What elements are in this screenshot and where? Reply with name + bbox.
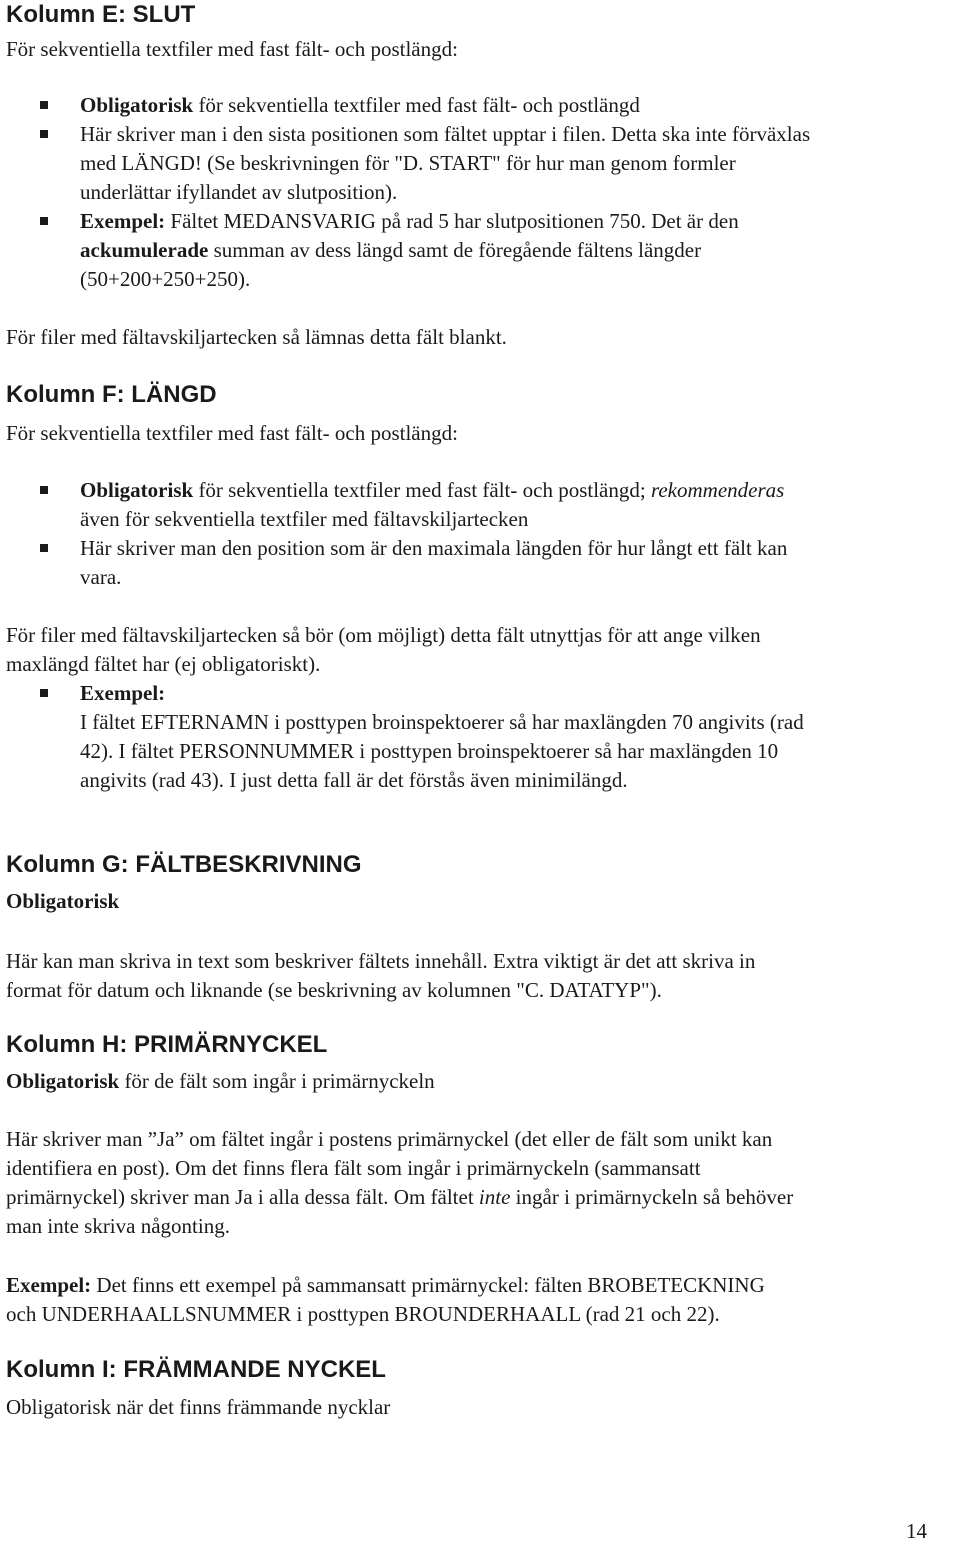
bullet-icon bbox=[40, 217, 48, 225]
h-example-line-2: och UNDERHAALLSNUMMER i posttypen BROUNDERHAALL (rad 21 och 22). bbox=[6, 1302, 720, 1326]
f-example-line-2: 42). I fältet PERSONNUMMER i posttypen broinspektoerer så har maxlängden 10 bbox=[80, 739, 779, 763]
bullet-icon bbox=[40, 689, 48, 697]
g-subheading: Obligatorisk bbox=[6, 889, 120, 913]
page-number: 14 bbox=[906, 1519, 927, 1543]
heading-kolumn-e: Kolumn E: SLUT bbox=[6, 1, 196, 28]
intro-e: För sekventiella textfiler med fast fält- och postlängd: bbox=[6, 37, 458, 61]
f-bullet-1-line-2: även för sekventiella textfiler med fältavskiljartecken bbox=[80, 507, 529, 531]
e-bullet-2-line-1: Här skriver man i den sista positionen som fältet upptar i filen. Detta ska inte förväxlas bbox=[80, 122, 811, 146]
bullet-icon bbox=[40, 544, 48, 552]
f-example-line-3: angivits (rad 43). I just detta fall är det förstås även minimilängd. bbox=[80, 768, 628, 792]
h-paragraph-line-2: identifiera en post). Om det finns flera fält som ingår i primärnyckeln (sammansatt bbox=[6, 1156, 701, 1180]
f-bullet-2-line-1: Här skriver man den position som är den maximala längden för hur långt ett fält kan bbox=[80, 536, 788, 560]
g-paragraph-line-2: format för datum och liknande (se beskrivning av kolumnen "C. DATATYP"). bbox=[6, 978, 662, 1002]
h-example-line-1: Exempel: Det finns ett exempel på sammansatt primärnyckel: fälten BROBETECKNING bbox=[6, 1273, 765, 1297]
heading-kolumn-f: Kolumn F: LÄNGD bbox=[6, 381, 217, 408]
e-bullet-2-line-2: med LÄNGD! (Se beskrivningen för "D. START" för hur man genom formler bbox=[80, 151, 736, 175]
g-paragraph-line-1: Här kan man skriva in text som beskriver fältets innehåll. Extra viktigt är det att skriva in bbox=[6, 949, 756, 973]
f-bullet-1-line-1: Obligatorisk för sekventiella textfiler med fast fält- och postlängd; rekommenderas bbox=[80, 478, 785, 502]
f-paragraph-line-2: maxlängd fältet har (ej obligatoriskt). bbox=[6, 652, 321, 676]
heading-kolumn-i: Kolumn I: FRÄMMANDE NYCKEL bbox=[6, 1356, 386, 1383]
e-bullet-3-line-2: ackumulerade summan av dess längd samt de föregående fältens längder bbox=[80, 238, 702, 262]
f-bullet-2-line-2: vara. bbox=[80, 565, 122, 589]
i-paragraph: Obligatorisk när det finns främmande nycklar bbox=[6, 1395, 391, 1419]
bullet-icon bbox=[40, 130, 48, 138]
f-example-line-1: I fältet EFTERNAMN i posttypen broinspektoerer så har maxlängden 70 angivits (rad bbox=[80, 710, 804, 734]
h-paragraph-line-3: primärnyckel) skriver man Ja i alla dessa fält. Om fältet inte ingår i primärnyckeln så behöver bbox=[6, 1185, 794, 1209]
e-bullet-3-line-1: Exempel: Fältet MEDANSVARIG på rad 5 har slutpositionen 750. Det är den bbox=[80, 209, 739, 233]
intro-f: För sekventiella textfiler med fast fält- och postlängd: bbox=[6, 421, 458, 445]
e-bullet-3-line-3: (50+200+250+250). bbox=[80, 267, 251, 291]
e-bullet-2-line-3: underlättar ifyllandet av slutposition). bbox=[80, 180, 398, 204]
bullet-icon bbox=[40, 101, 48, 109]
f-example-label: Exempel: bbox=[80, 681, 166, 705]
h-paragraph-line-4: man inte skriva någonting. bbox=[6, 1214, 230, 1238]
f-paragraph-line-1: För filer med fältavskiljartecken så bör (om möjligt) detta fält utnyttjas för att ange vilken bbox=[6, 623, 761, 647]
e-bullet-1: Obligatorisk för sekventiella textfiler med fast fält- och postlängd bbox=[80, 93, 640, 117]
bullet-icon bbox=[40, 486, 48, 494]
e-note: För filer med fältavskiljartecken så lämnas detta fält blankt. bbox=[6, 325, 507, 349]
heading-kolumn-h: Kolumn H: PRIMÄRNYCKEL bbox=[6, 1031, 328, 1058]
h-paragraph-line-1: Här skriver man ”Ja” om fältet ingår i postens primärnyckel (det eller de fält som unikt kan bbox=[6, 1127, 773, 1151]
h-subheading: Obligatorisk för de fält som ingår i primärnyckeln bbox=[6, 1069, 435, 1093]
heading-kolumn-g: Kolumn G: FÄLTBESKRIVNING bbox=[6, 851, 362, 878]
